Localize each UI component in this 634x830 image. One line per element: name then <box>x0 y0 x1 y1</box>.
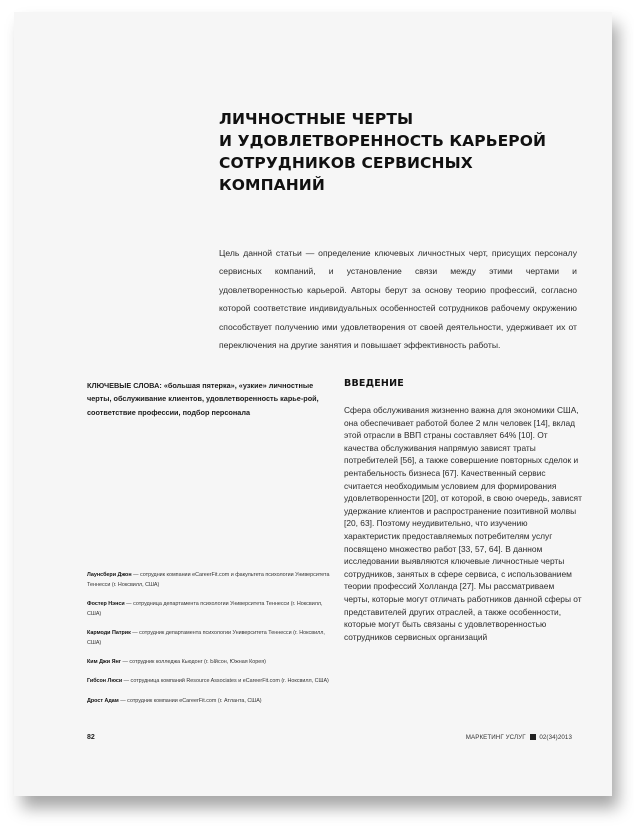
journal-name: МАРКЕТИНГ УСЛУГ <box>465 734 526 741</box>
author-affiliation: — сотрудница компаний Resource Associates и eCareerFit.com (г. Ноксвилл, США) <box>122 678 329 685</box>
author-affiliation: — сотрудник компании eCareerFit.com и факультета психологии Университета Теннесси (г. Ноксвилл, США) <box>87 572 330 588</box>
author-entry <box>87 697 337 707</box>
author-entry <box>87 571 337 590</box>
journal-footer <box>466 734 572 741</box>
journal-page <box>14 12 612 796</box>
author-entry <box>87 658 337 668</box>
author-affiliation: — сотрудник компании eCareerFit.com (г. Атланта, США) <box>118 697 262 704</box>
article-abstract: Цель данной статьи — определение ключевых личностных черт, присущих персоналу сервисных компаний, и установление связи между этими чертами и удовлетворенностью карьерой. Авторы берут за основу теорию профессий, согласно которой соответствие индивидуальных особенностей сотрудников рабочему окружению способствует получению ими удовлетворения от своей деятельности, удерживает их от переключения на другие занятия и повышает эффективность работы. <box>219 248 577 351</box>
author-name: Кармоди Патрик <box>87 629 131 636</box>
author-name: Ким Джи Янг <box>87 658 121 665</box>
section-heading-introduction: ВВЕДЕНИЕ <box>344 378 404 389</box>
article-title: ЛИЧНОСТНЫЕ ЧЕРТЫ И УДОВЛЕТВОРЕННОСТЬ КАРЬЕРОЙ СОТРУДНИКОВ СЕРВИСНЫХ КОМПАНИЙ <box>219 110 547 194</box>
keywords-block <box>87 379 325 419</box>
author-affiliation: — сотрудник колледжа Кьюдонг (г. Ыйсон, Южная Корея) <box>120 658 266 665</box>
author-list <box>87 571 337 716</box>
author-name: Гибсон Люси <box>87 678 123 685</box>
square-bullet-icon <box>530 734 536 740</box>
keywords-text: «большая пятерка», «узкие» личностные черты, обслуживание клиентов, удовлетворенность карье-рой, соответствие профессии, подбор персонала <box>87 381 319 417</box>
author-name: Фостер Нэнси <box>87 600 125 607</box>
author-entry <box>87 600 337 619</box>
author-affiliation: — сотрудница департамента психологии Университета Теннесси (г. Ноксвилл, США) <box>87 600 323 617</box>
page-number: 82 <box>87 734 95 741</box>
author-affiliation: — сотрудник департамента психологии Университета Теннесси (г. Ноксвилл, США) <box>87 629 325 646</box>
journal-issue: 02(34)2013 <box>539 734 572 741</box>
author-name: Лаунсбери Джон <box>87 572 132 578</box>
keywords-label: КЛЮЧЕВЫЕ СЛОВА: <box>87 381 162 390</box>
author-entry <box>87 677 337 687</box>
author-entry <box>87 629 337 648</box>
introduction-text: Сфера обслуживания жизненно важна для экономики США, она обеспечивает работой более 2 млн человек [14], вклад этой отрасли в ВВП страны составляет 64% [10]. От качества обслуживания напрямую зависят траты потребителей [56], а также совершение повторных сделок и рентабельность бизнеса [67]. Качественный сервис считается необходимым условием для формирования удовлетворенности [20], от которой, в свою очередь, зависят удержание клиентов и распространение позитивной молвы [20, 63]. Поэтому неудивительно, что изучению характеристик предоставляемых потребителям услуг посвящено множество работ [33, 57, 64]. В данном исследовании выявляются ключевые личностные черты сотрудников, занятых в сфере сервиса, с использованием теории профессий Холланда [27]. Мы рассматриваем черты, которые могут отличать работников данной сферы от представителей других отраслей, а также особенности, которые могут быть связаны с удовлетворенностью сотрудников сервисных организаций <box>344 405 582 642</box>
author-name: Дрост Адам <box>87 697 119 704</box>
